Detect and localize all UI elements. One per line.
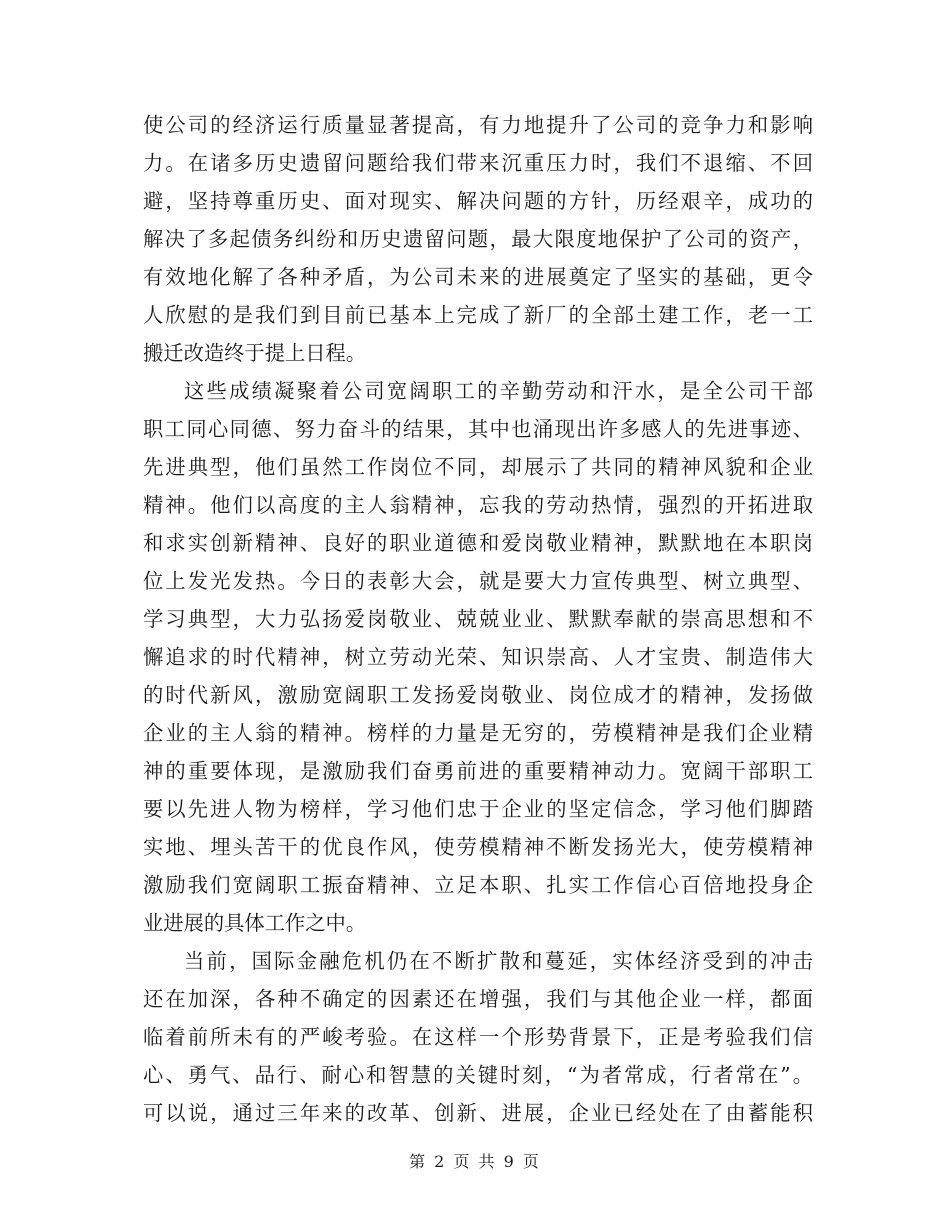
- page-number-footer: 第 2 页 共 9 页: [409, 1152, 541, 1171]
- text-line: 使公司的经济运行质量显著提高，有力地提升了公司的竞争力和影响: [143, 113, 813, 137]
- text-line: 解决了多起债务纠纷和历史遗留问题，最大限度地保护了公司的资产，: [143, 227, 813, 251]
- text-line: 懈追求的时代精神，树立劳动光荣、知识崇高、人才宝贵、制造伟大: [143, 645, 813, 669]
- text-line: 临着前所未有的严峻考验。在这样一个形势背景下，正是考验我们信: [143, 1025, 813, 1049]
- text-line: 搬迁改造终于提上日程。: [143, 341, 367, 365]
- text-line: 先进典型，他们虽然工作岗位不同，却展示了共同的精神风貌和企业: [143, 455, 813, 479]
- text-line: 神的重要体现，是激励我们奋勇前进的重要精神动力。宽阔干部职工: [143, 759, 813, 783]
- text-line: 位上发光发热。今日的表彰大会，就是要大力宣传典型、树立典型、: [143, 569, 813, 593]
- text-line: 力。在诸多历史遗留问题给我们带来沉重压力时，我们不退缩、不回: [143, 151, 813, 175]
- text-line: 要以先进人物为榜样，学习他们忠于企业的坚定信念，学习他们脚踏: [143, 797, 813, 821]
- paragraph-first-line: 当前，国际金融危机仍在不断扩散和蔓延，实体经济受到的冲击: [184, 949, 813, 973]
- text-line: 有效地化解了各种矛盾，为公司未来的进展奠定了坚实的基础，更令: [143, 265, 813, 289]
- paragraph-first-line: 这些成绩凝聚着公司宽阔职工的辛勤劳动和汗水，是全公司干部: [184, 379, 813, 403]
- text-line: 激励我们宽阔职工振奋精神、立足本职、扎实工作信心百倍地投身企: [143, 873, 813, 897]
- text-line: 实地、埋头苦干的优良作风，使劳模精神不断发扬光大，使劳模精神: [143, 835, 813, 859]
- text-line: 职工同心同德、努力奋斗的结果，其中也涌现出许多感人的先进事迹、: [143, 417, 813, 441]
- text-line: 业进展的具体工作之中。: [143, 911, 367, 935]
- text-line: 避，坚持尊重历史、面对现实、解决问题的方针，历经艰辛，成功的: [143, 189, 813, 213]
- text-line: 心、勇气、品行、耐心和智慧的关键时刻，“为者常成，行者常在”。: [143, 1063, 813, 1087]
- text-line: 学习典型，大力弘扬爱岗敬业、兢兢业业、默默奉献的崇高思想和不: [143, 607, 813, 631]
- text-line: 可以说，通过三年来的改革、创新、进展，企业已经处在了由蓄能积: [143, 1101, 813, 1125]
- text-line: 的时代新风，激励宽阔职工发扬爱岗敬业、岗位成才的精神，发扬做: [143, 683, 813, 707]
- text-line: 人欣慰的是我们到目前已基本上完成了新厂的全部土建工作，老一工: [143, 303, 813, 327]
- text-line: 还在加深，各种不确定的因素还在增强，我们与其他企业一样，都面: [143, 987, 813, 1011]
- text-line: 和求实创新精神、良好的职业道德和爱岗敬业精神，默默地在本职岗: [143, 531, 813, 555]
- text-line: 精神。他们以高度的主人翁精神，忘我的劳动热情，强烈的开拓进取: [143, 493, 813, 517]
- text-line: 企业的主人翁的精神。榜样的力量是无穷的，劳模精神是我们企业精: [143, 721, 813, 745]
